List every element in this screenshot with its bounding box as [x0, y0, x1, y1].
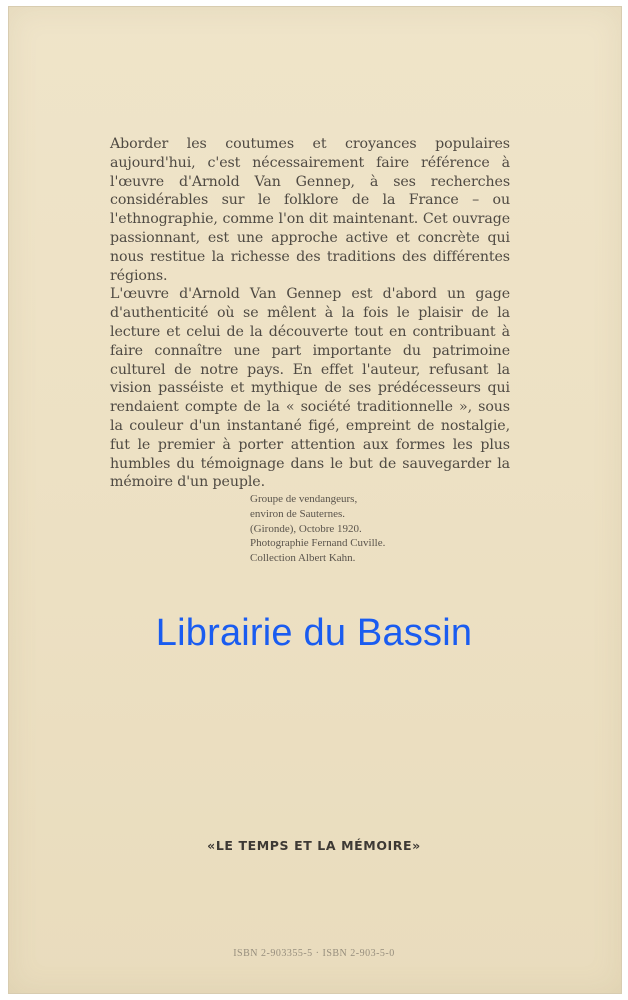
caption-line: Photographie Fernand Cuville. — [250, 537, 386, 550]
caption-line: Collection Albert Kahn. — [250, 552, 356, 565]
blurb-paragraph-1: Aborder les coutumes et croyances populaires aujourd'hui, c'est nécessairement faire référence à l'œuvre d'Arnold Van Gennep, à ses recherches considérables sur le folklore de la France – ou l'ethnographie, comme l'on dit maintenant. Cet ouvrage passionnant, est une approche active et concrète qui nous restitue la richesse des traditions des différentes régions. — [110, 136, 510, 284]
series-title: «LE TEMPS ET LA MÉMOIRE» — [207, 838, 421, 853]
caption-line: Groupe de vendangeurs, — [250, 493, 358, 505]
blurb-paragraph-2: L'œuvre d'Arnold Van Gennep est d'abord un gage d'authenticité où se mêlent à la fois le plaisir de la lecture et celui de la découverte tout en contribuant à faire connaître une part importante du patrimoine culturel de notre pays. En effet l'auteur, refusant la vision passéiste et mythique de ses prédécesseurs qui rendaient compte de la « société traditionnelle », sous la couleur d'un instantané figé, empreint de nostalgie, fut le premier à porter attention aux formes les plus humbles du témoignage dans le but de sauvegarder la mémoire d'un peuple. — [110, 286, 510, 491]
back-cover-blurb — [110, 135, 510, 492]
photo-caption — [250, 492, 470, 566]
caption-line: (Gironde), Octobre 1920. — [250, 522, 362, 535]
isbn-number: ISBN 2-903355-5 · ISBN 2-903-5-0 — [233, 948, 395, 959]
caption-line: environ de Sauternes. — [250, 507, 345, 520]
bookseller-watermark: Librairie du Bassin — [155, 612, 473, 654]
